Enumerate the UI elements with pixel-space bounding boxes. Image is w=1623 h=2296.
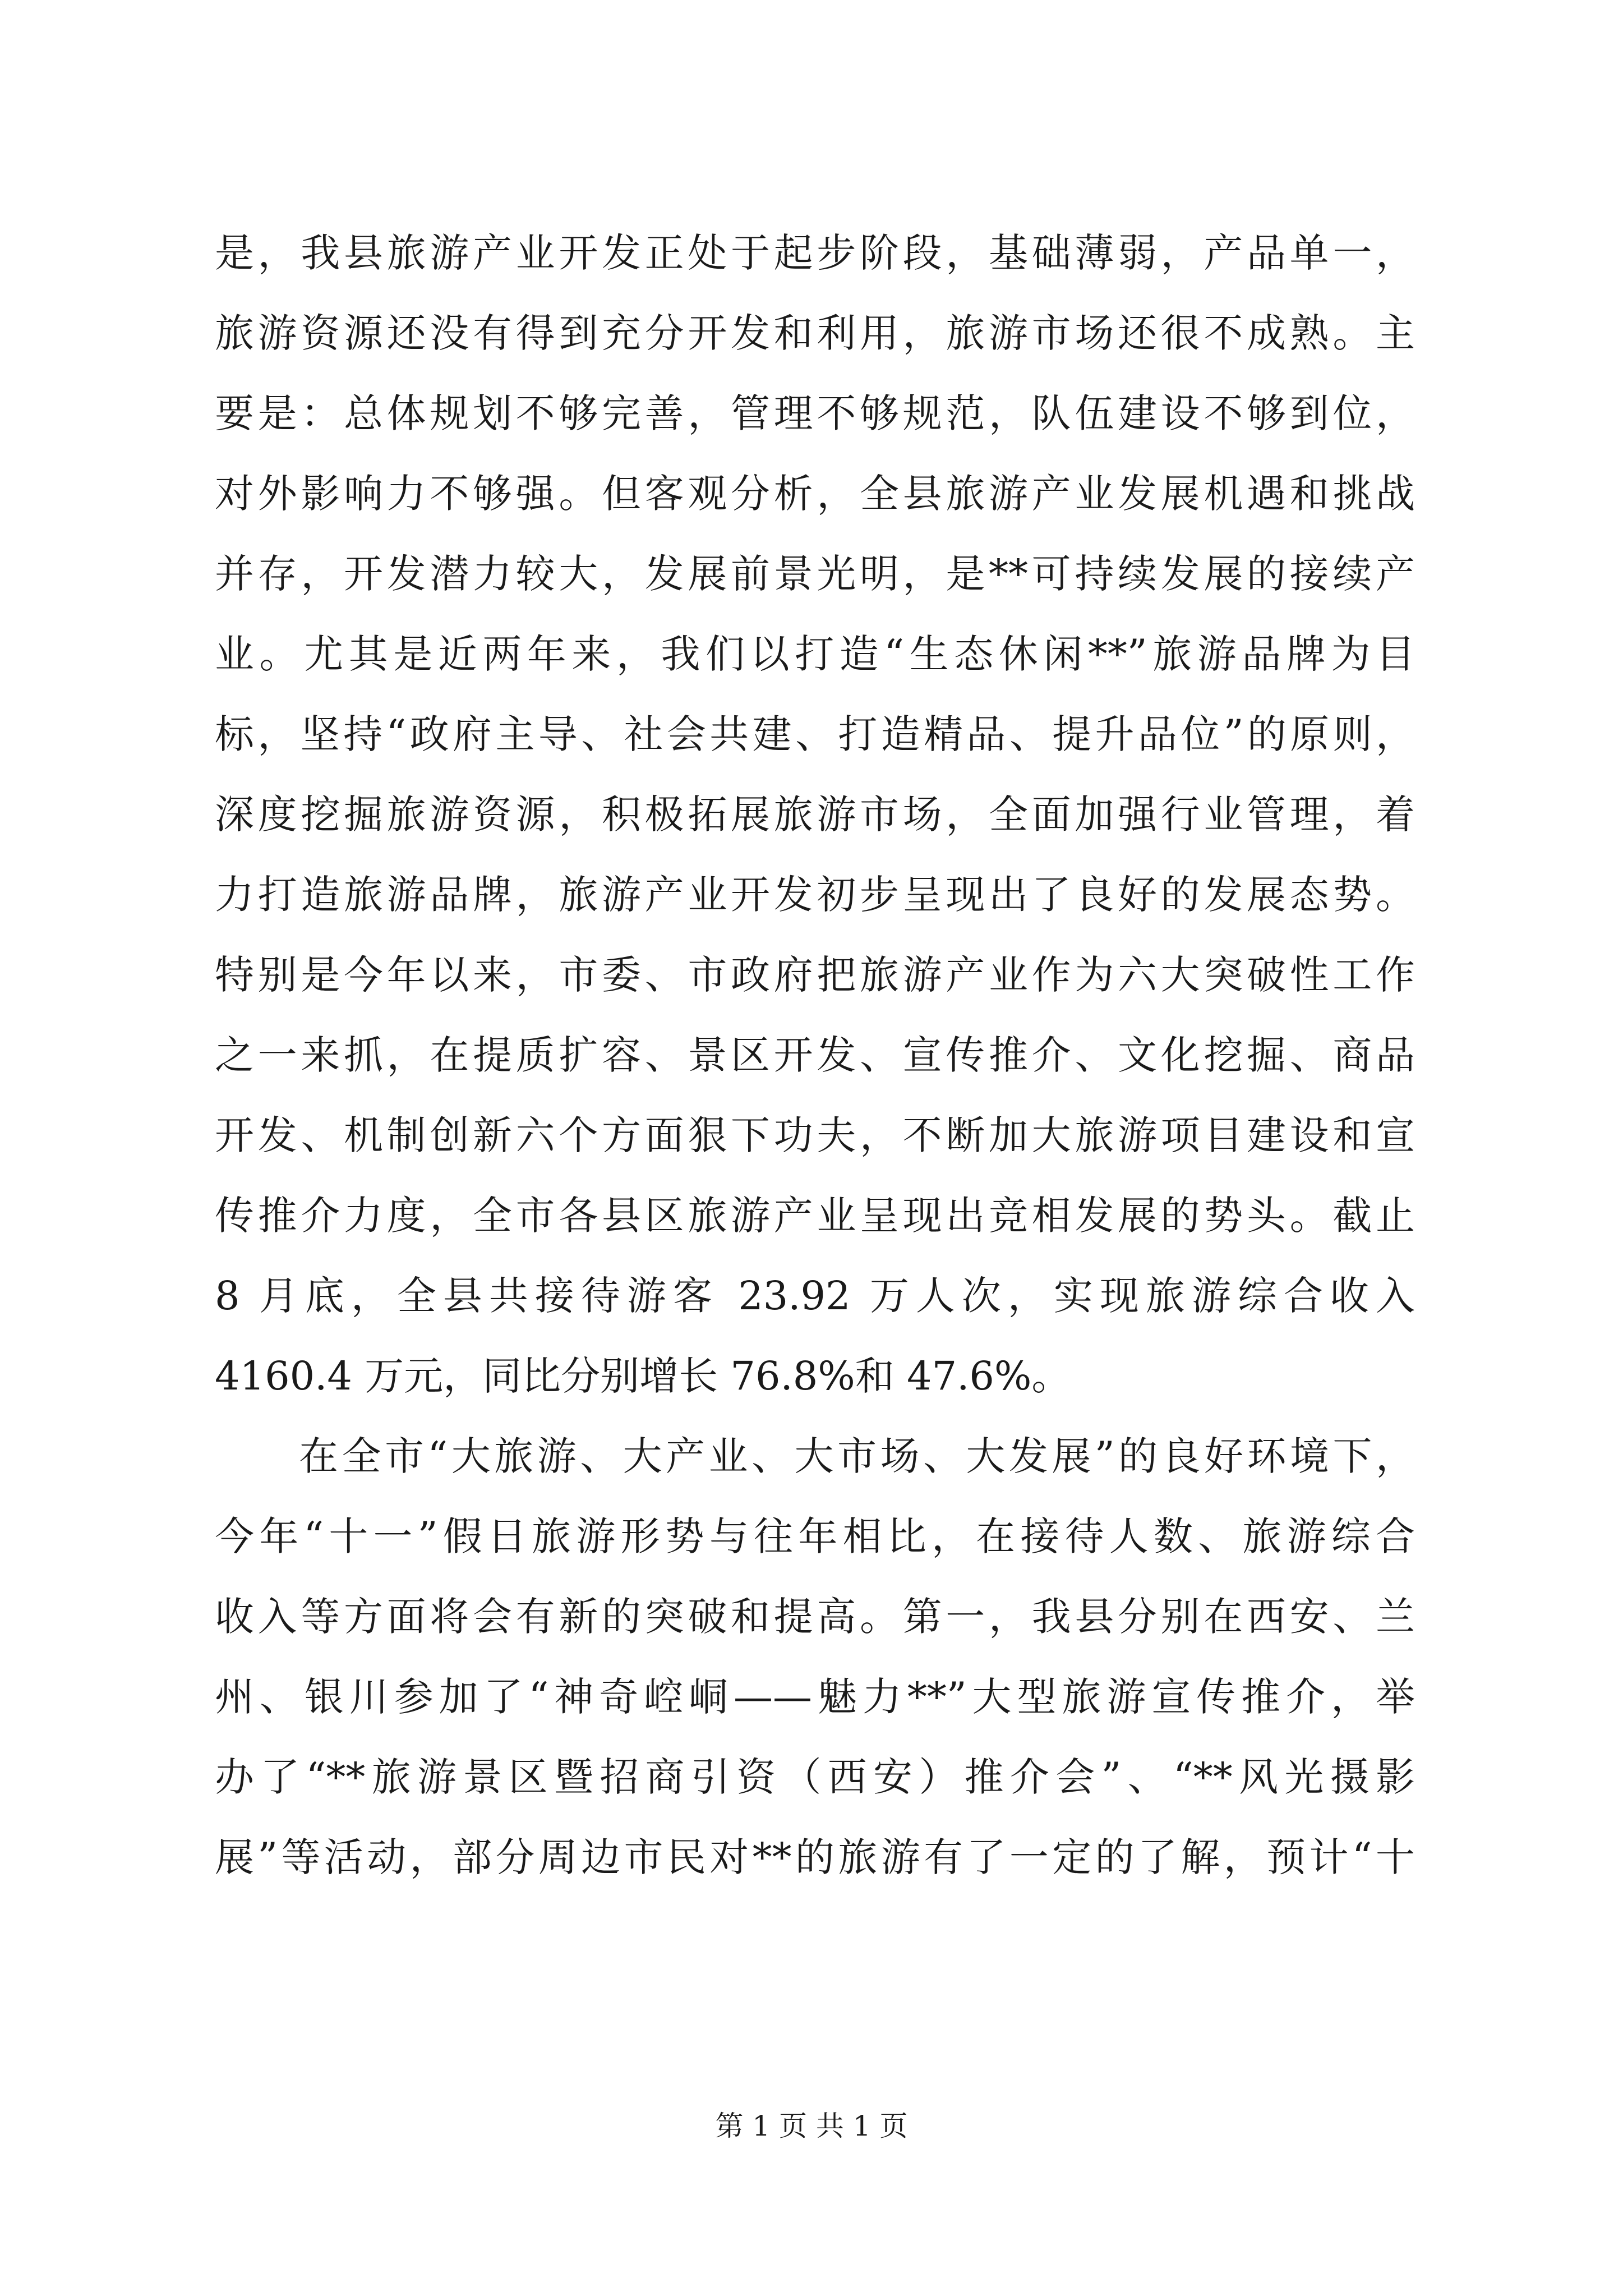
text-line: 是，我县旅游产业开发正处于起步阶段，基础薄弱，产品单一， [215,230,1415,276]
text-line: 州、银川参加了“神奇崆峒——魅力**”大型旅游宣传推介，举 [215,1674,1415,1720]
text-line: 旅游资源还没有得到充分开发和利用，旅游市场还很不成熟。主 [215,310,1415,356]
text-line: 业。尤其是近两年来，我们以打造“生态休闲**”旅游品牌为目 [215,631,1415,677]
page-number: 第 1 页 共 1 页 [715,2110,908,2142]
text-line: 办了“**旅游景区暨招商引资（西安）推介会”、“**风光摄影 [215,1754,1415,1800]
text-line: 要是：总体规划不够完善，管理不够规范，队伍建设不够到位， [215,390,1415,436]
text-line: 4160.4 万元，同比分别增长 76.8%和 47.6%。 [215,1353,1071,1399]
document-body [215,213,1415,1898]
text-line: 力打造旅游品牌，旅游产业开发初步呈现出了良好的发展态势。 [215,872,1415,918]
text-line: 8 月底，全县共接待游客 23.92 万人次，实现旅游综合收入 [215,1273,1415,1319]
text-line: 传推介力度，全市各县区旅游产业呈现出竞相发展的势头。截止 [215,1193,1415,1239]
text-line: 开发、机制创新六个方面狠下功夫，不断加大旅游项目建设和宣 [215,1112,1415,1158]
text-line: 对外影响力不够强。但客观分析，全县旅游产业发展机遇和挑战 [215,471,1415,517]
text-line: 在全市“大旅游、大产业、大市场、大发展”的良好环境下， [299,1433,1415,1479]
text-line: 今年“十一”假日旅游形势与往年相比，在接待人数、旅游综合 [215,1513,1415,1559]
text-line: 并存，开发潜力较大，发展前景光明，是**可持续发展的接续产 [215,551,1415,597]
text-line: 收入等方面将会有新的突破和提高。第一，我县分别在西安、兰 [215,1594,1415,1640]
text-line: 深度挖掘旅游资源，积极拓展旅游市场，全面加强行业管理，着 [215,792,1415,838]
text-line: 展”等活动，部分周边市民对**的旅游有了一定的了解，预计“十 [215,1834,1415,1880]
text-line: 之一来抓，在提质扩容、景区开发、宣传推介、文化挖掘、商品 [215,1032,1415,1078]
text-line: 标，坚持“政府主导、社会共建、打造精品、提升品位”的原则， [215,711,1415,757]
page-footer [0,2106,1623,2146]
text-line: 特别是今年以来，市委、市政府把旅游产业作为六大突破性工作 [215,952,1415,998]
